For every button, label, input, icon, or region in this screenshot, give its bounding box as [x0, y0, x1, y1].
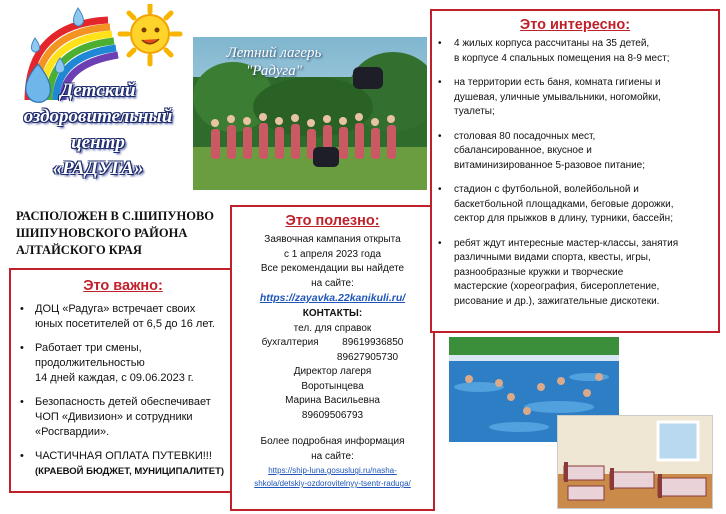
- useful-line: с 1 апреля 2023 года: [283, 248, 382, 260]
- bullet-icon: •: [20, 450, 24, 462]
- more-info: [232, 435, 433, 464]
- location-line-3: АЛТАЙСКОГО КРАЯ: [16, 243, 142, 257]
- list-item: [19, 395, 235, 440]
- gosu-link-line[interactable]: https://ship-luna.gosuslugi.ru/nasha-: [268, 466, 397, 475]
- bedroom-photo: [557, 415, 713, 509]
- list-item-line: стадион с футбольной, волейбольной и: [454, 184, 639, 195]
- list-item-line: Безопасность детей обеспечивает: [35, 396, 211, 408]
- bullet-icon: •: [20, 396, 24, 408]
- bedroom-photo-image: [558, 416, 712, 508]
- bullet-icon: •: [20, 303, 24, 315]
- list-item-line: (КРАЕВОЙ БЮДЖЕТ, МУНИЦИПАЛИТЕТ): [35, 466, 225, 477]
- bullet-icon: •: [438, 184, 442, 195]
- list-item-line: ЧАСТИЧНАЯ ОПЛАТА ПУТЕВКИ!!!: [35, 450, 212, 462]
- list-item-line: 14 дней каждая, с 09.06.2023 г.: [35, 372, 194, 384]
- list-item-line: рисование и др.), зажигательные дискотеки.: [454, 295, 660, 307]
- list-item-line: ДОЦ «Радуга» встречает своих: [35, 303, 196, 315]
- list-item-line: юных посетителей от 6,5 до 16 лет.: [35, 318, 215, 330]
- important-box: [9, 268, 237, 493]
- camp-group-photo: [193, 37, 427, 190]
- useful-box: [230, 205, 435, 511]
- list-item-line: ребят ждут интересные мастер-классы, занятия: [454, 237, 679, 249]
- important-title: Это важно:: [83, 278, 163, 294]
- phone-number: 89619936850: [342, 337, 404, 348]
- list-item-line: на территории есть баня, комната гигиены и: [454, 77, 661, 88]
- useful-line: Директор лагеря: [293, 366, 372, 377]
- list-item: [19, 449, 235, 479]
- interesting-title: Это интересно:: [519, 17, 631, 33]
- useful-line: Марина Васильевна: [285, 395, 380, 406]
- list-item-line: разнообразные кружки и творческие: [454, 266, 624, 278]
- important-list: [11, 302, 235, 479]
- zayavka-site-link[interactable]: https://zayavka.22kanikuli.ru/: [259, 292, 406, 304]
- interesting-list: [432, 37, 718, 309]
- accounting-label: бухгалтерия: [261, 337, 319, 348]
- list-item: [438, 130, 718, 174]
- list-item-line: сектор для прыжков в длину, турники, бассейн;: [454, 213, 673, 224]
- list-item-line: 4 жилых корпуса рассчитаны на 35 детей,: [454, 38, 650, 49]
- list-item-line: «Росгвардии».: [35, 426, 110, 438]
- accounting-phone-row: [232, 336, 433, 351]
- list-item-line: мастерские (хореография, бисероплетение,: [454, 281, 660, 292]
- bullet-icon: •: [438, 237, 442, 249]
- camp-name-title: [8, 78, 188, 182]
- gosu-link-line[interactable]: shkola/detskiy-ozdorovitelnyy-tsentr-raduga/: [254, 479, 411, 488]
- list-item: [438, 183, 718, 227]
- list-item-line: в корпусе 4 спальных помещения на 8-9 мест;: [454, 52, 670, 64]
- list-item-line: Работает три смены,: [35, 342, 142, 354]
- director-info: [232, 365, 433, 423]
- bullet-icon: •: [438, 130, 442, 142]
- list-item-line: душевая, уличные умывальники, ногомойки,: [454, 91, 661, 103]
- contacts-heading: КОНТАКТЫ:: [302, 308, 363, 319]
- application-info: [232, 233, 433, 291]
- list-item: [19, 302, 235, 332]
- useful-title: Это полезно:: [285, 213, 380, 229]
- list-item-line: туалеты;: [454, 106, 495, 117]
- bullet-icon: •: [20, 342, 24, 354]
- camp-sign-line-1: Летний лагерь: [226, 45, 322, 61]
- location-line-1: РАСПОЛОЖЕН В С.ШИПУНОВО: [16, 209, 215, 223]
- list-item-line: баскетбольной площадками, беговые дорожки,: [454, 198, 674, 210]
- useful-line: Заявочная кампания открыта: [264, 234, 401, 245]
- useful-line: Более подробная информация: [260, 436, 405, 447]
- gosuslugi-site-link[interactable]: [232, 464, 433, 490]
- useful-line: на сайте:: [311, 277, 354, 289]
- useful-line: тел. для справок: [293, 322, 372, 334]
- title-line-3: центр: [71, 132, 125, 153]
- list-item: [438, 37, 718, 66]
- list-item-line: продолжительностью: [35, 357, 145, 369]
- bullet-icon: •: [438, 77, 442, 88]
- director-phone: 89609506793: [301, 409, 364, 421]
- camp-sign-text: [209, 44, 339, 94]
- list-item-line: различными видами спорта, квесты, игры,: [454, 252, 651, 263]
- list-item-line: ЧОП «Дивизион» и сотрудники: [35, 411, 193, 423]
- list-item-line: столовая 80 посадочных мест,: [454, 130, 596, 142]
- list-item: [19, 341, 235, 386]
- title-line-2: оздоровительный: [23, 106, 173, 127]
- location-line-2: ШИПУНОВСКОГО РАЙОНА: [16, 226, 188, 240]
- list-item: [438, 76, 718, 120]
- list-item-line: сбалансированное, вкусное и: [454, 145, 592, 156]
- list-item: [438, 237, 718, 310]
- interesting-box: [430, 9, 720, 333]
- bullet-icon: •: [438, 38, 442, 49]
- title-line-1: Детский: [60, 80, 136, 101]
- phone-number: 89627905730: [336, 351, 399, 363]
- useful-line: на сайте:: [311, 450, 354, 462]
- list-item-line: витаминизированное 5-разовое питание;: [454, 159, 646, 171]
- location-text: [16, 208, 236, 259]
- useful-line: Все рекомендации вы найдете: [260, 263, 405, 274]
- title-line-4: «РАДУГА»: [52, 158, 144, 179]
- camp-sign-line-2: "Радуга": [245, 63, 303, 79]
- useful-line: Воротынцева: [301, 380, 364, 392]
